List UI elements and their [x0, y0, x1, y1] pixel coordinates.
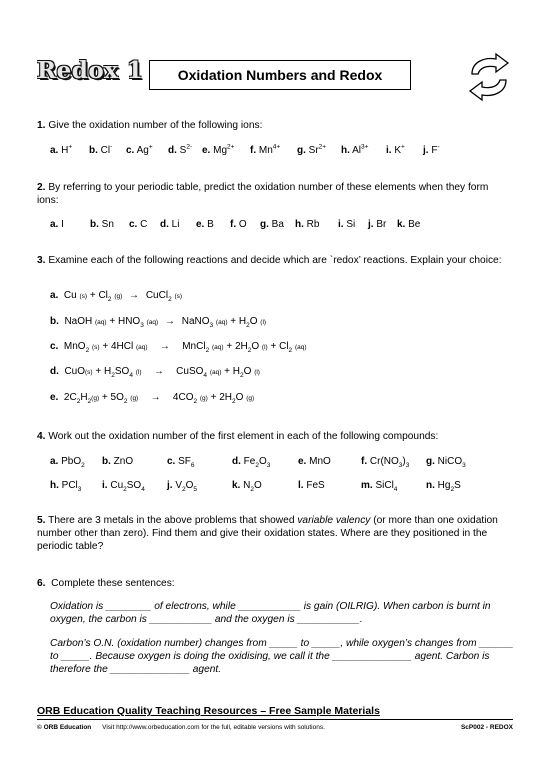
item-letter: h.	[295, 219, 304, 230]
ion-symbol: K	[391, 145, 402, 156]
ion-charge: -	[110, 143, 113, 151]
question-text: (or more than one oxidation number other than zero). Find them and give their oxidation states. Where are they positioned in the periodic table?	[37, 515, 498, 552]
ion-symbol: F	[428, 145, 438, 156]
item-letter: a.	[50, 290, 59, 301]
item-letter: k.	[232, 480, 241, 491]
element-symbol: B	[204, 219, 214, 230]
compound-formula: $Fe_2O_3$	[240, 456, 271, 469]
item-letter: i.	[386, 145, 392, 156]
ion-item	[297, 145, 326, 156]
footer-copyright: © ORB Education	[37, 724, 92, 731]
reaction-equation: $CuO(s) + H_2SO_4$ (l) → CuSO$_4$ $(aq) + H_2O$ (l)	[58, 366, 260, 379]
item-letter: d.	[168, 145, 177, 156]
ion-charge: +	[148, 143, 153, 151]
sentence-paragraph-1: Oxidation is ________ of electrons, while ___________ is gain (OILRIG). When carbon is burnt in oxygen, the carbon is ___________ and the oxygen is ___________.	[50, 601, 491, 625]
reaction-equation: $2C_2H_2(g) + 5O_2$ $(g) \to 4CO_2$ $(g) + 2H_2O$ (g)	[58, 392, 255, 405]
ion-charge: 4+	[272, 143, 281, 151]
ion-charge: 2-	[186, 143, 193, 151]
ion-symbol: Ag	[134, 145, 149, 156]
sentence-paragraph-2: Carbon’s O.N. (oxidation number) changes from _____ to _____, while oxygen’s changes from ______ to _____. Because oxygen is doing the oxidising, we call it the ______________ agent. Carbon is therefore the ______________ agent.	[50, 638, 514, 675]
item-letter: d.	[50, 366, 59, 377]
question-3	[37, 254, 507, 267]
element-item	[90, 219, 114, 230]
item-letter: g.	[426, 456, 435, 467]
item-letter: e.	[50, 392, 59, 403]
ion-symbol: Mg	[210, 145, 228, 156]
item-letter: e.	[196, 219, 205, 230]
ion-charge: 3+	[361, 143, 369, 151]
compound-item	[426, 456, 466, 467]
compound-item	[167, 480, 197, 491]
item-letter: f.	[250, 145, 257, 156]
element-symbol: Li	[168, 219, 180, 230]
item-letter: c.	[50, 341, 59, 352]
compound-item	[361, 480, 397, 491]
item-letter: i.	[102, 480, 108, 491]
element-symbol: Rb	[303, 219, 320, 230]
item-letter: g.	[297, 145, 306, 156]
item-letter: d.	[160, 219, 169, 230]
element-symbol: Si	[343, 219, 356, 230]
item-letter: a.	[50, 456, 59, 467]
question-number: 1.	[37, 120, 46, 131]
ion-item	[168, 145, 192, 156]
reaction-equation: Cu $(s) + Cl_2$ (g) → CuCl$_2$ (s)	[58, 290, 183, 303]
element-item	[230, 219, 247, 230]
compound-item	[361, 456, 409, 467]
ion-charge: 2+	[318, 143, 327, 151]
ion-symbol: Mn	[256, 145, 273, 156]
question-number: 6.	[37, 578, 46, 589]
item-letter: f.	[361, 456, 368, 467]
ion-charge: -	[437, 143, 440, 151]
compound-formula: PCl$_3$	[58, 480, 82, 493]
compound-formula: PbO$_2$	[58, 456, 85, 469]
compound-formula: MnO	[306, 456, 331, 467]
element-symbol: Ba	[268, 219, 284, 230]
item-letter: c.	[167, 456, 176, 467]
question-number: 4.	[37, 431, 46, 442]
compound-item	[298, 480, 325, 491]
item-letter: j.	[167, 480, 173, 491]
footer-info	[37, 724, 513, 731]
reaction-item	[50, 392, 254, 403]
ion-item	[89, 145, 112, 156]
compound-item	[426, 480, 461, 491]
compound-formula: $Cr(NO_3)_3$	[367, 456, 410, 469]
compound-formula: $Hg_2S$	[434, 480, 461, 493]
element-item	[397, 219, 420, 230]
item-letter: h.	[341, 145, 350, 156]
ion-item	[202, 145, 234, 156]
question-text: Complete these sentences:	[51, 578, 175, 589]
question-2	[37, 181, 507, 207]
footer-divider	[37, 719, 513, 720]
reaction-item	[50, 366, 260, 377]
compound-item	[50, 456, 85, 467]
element-item	[196, 219, 214, 230]
item-letter: b.	[90, 219, 99, 230]
item-letter: j.	[423, 145, 429, 156]
question-6	[37, 577, 507, 590]
ion-symbol: S	[176, 145, 187, 156]
compound-formula: $N_2O$	[240, 480, 262, 493]
element-symbol: Be	[405, 219, 421, 230]
element-item	[338, 219, 355, 230]
question-1	[37, 119, 517, 132]
element-symbol: Br	[373, 219, 387, 230]
footer-code: ScP002 - REDOX	[460, 724, 513, 731]
item-letter: a.	[50, 219, 59, 230]
element-symbol: Sn	[98, 219, 114, 230]
compound-item	[232, 480, 262, 491]
footer-title: ORB Education Quality Teaching Resources – Free Sample Materials	[37, 705, 380, 717]
worksheet-logo: Redox 1	[37, 57, 144, 84]
element-item	[129, 219, 147, 230]
ion-symbol: Al	[349, 145, 362, 156]
item-letter: c.	[126, 145, 135, 156]
question-number: 2.	[37, 182, 46, 193]
reaction-item	[50, 290, 182, 301]
compound-formula: ZnO	[110, 456, 134, 467]
item-letter: f.	[230, 219, 237, 230]
item-letter: m.	[361, 480, 373, 491]
item-letter: e.	[202, 145, 211, 156]
compound-item	[232, 456, 270, 467]
element-item	[295, 219, 319, 230]
item-letter: d.	[232, 456, 241, 467]
question-text: By referring to your periodic table, predict the oxidation number of these elements when they form ions:	[37, 182, 489, 206]
ion-symbol: Sr	[305, 145, 319, 156]
compound-formula: NiCO$_3$	[434, 456, 466, 469]
reaction-item	[50, 341, 307, 352]
footer-link-text: Visit http://www.orbeducation.com for the full, editable versions with solutions.	[102, 724, 325, 731]
ion-item	[126, 145, 153, 156]
item-letter: e.	[298, 456, 307, 467]
compound-formula: $Cu_2SO_4$	[107, 480, 145, 493]
item-letter: g.	[260, 219, 269, 230]
question-5	[37, 514, 507, 553]
item-letter: j.	[368, 219, 374, 230]
item-letter: h.	[50, 480, 59, 491]
question-text: Work out the oxidation number of the first element in each of the following compounds:	[48, 431, 439, 442]
compound-formula: FeS	[303, 480, 325, 491]
compound-formula: $SF_6$	[175, 456, 195, 469]
compound-item	[167, 456, 195, 467]
reaction-item	[50, 316, 266, 327]
ion-item	[341, 145, 368, 156]
ion-item	[423, 145, 440, 156]
item-letter: b.	[89, 145, 98, 156]
question-text: Examine each of the following reactions and decide which are `redox’ reactions. Explain your choice:	[48, 255, 502, 266]
compound-item	[298, 456, 331, 467]
ion-charge: +	[401, 143, 405, 151]
element-symbol: C	[137, 219, 148, 230]
question-4	[37, 430, 517, 443]
reaction-equation: NaOH $(aq) + HNO_3$ (aq) → NaNO$_3$ $(aq) + H_2O$ (l)	[58, 316, 267, 329]
recycle-arrows-icon	[462, 52, 516, 102]
question-text-italic: variable valency	[297, 515, 371, 526]
item-letter: k.	[397, 219, 406, 230]
question-number: 5.	[37, 515, 46, 526]
item-letter: a.	[50, 145, 59, 156]
reaction-equation: MnO$_2$ (s) + 4HCl (aq) → MnCl$_2$ $(aq) + 2H_2O$ $(l) + Cl_2$ (aq)	[58, 341, 307, 354]
question-text: Give the oxidation number of the following ions:	[48, 120, 263, 131]
item-letter: b.	[50, 316, 59, 327]
item-letter: b.	[102, 456, 111, 467]
compound-formula: SiCl$_4$	[372, 480, 398, 493]
ion-item	[250, 145, 280, 156]
element-item	[50, 219, 64, 230]
ion-item	[50, 145, 72, 156]
compound-item	[102, 480, 145, 491]
compound-formula: $V_2O_5$	[172, 480, 198, 493]
item-letter: i.	[338, 219, 344, 230]
ion-symbol: H	[58, 145, 69, 156]
page-title	[149, 60, 411, 90]
compound-item	[102, 456, 133, 467]
element-symbol: O	[236, 219, 247, 230]
ion-symbol: Cl	[97, 145, 111, 156]
ion-item	[386, 145, 405, 156]
item-letter: n.	[426, 480, 435, 491]
question-number: 3.	[37, 255, 46, 266]
element-item	[368, 219, 386, 230]
element-item	[160, 219, 179, 230]
element-item	[260, 219, 284, 230]
ion-charge: 2+	[227, 143, 235, 151]
element-symbol: I	[58, 219, 64, 230]
compound-item	[50, 480, 81, 491]
question-text: There are 3 metals in the above problems that showed	[48, 515, 298, 526]
item-letter: c.	[129, 219, 138, 230]
item-letter: l.	[298, 480, 304, 491]
page-title-text: Oxidation Numbers and Redox	[177, 67, 383, 83]
ion-charge: +	[68, 143, 73, 151]
